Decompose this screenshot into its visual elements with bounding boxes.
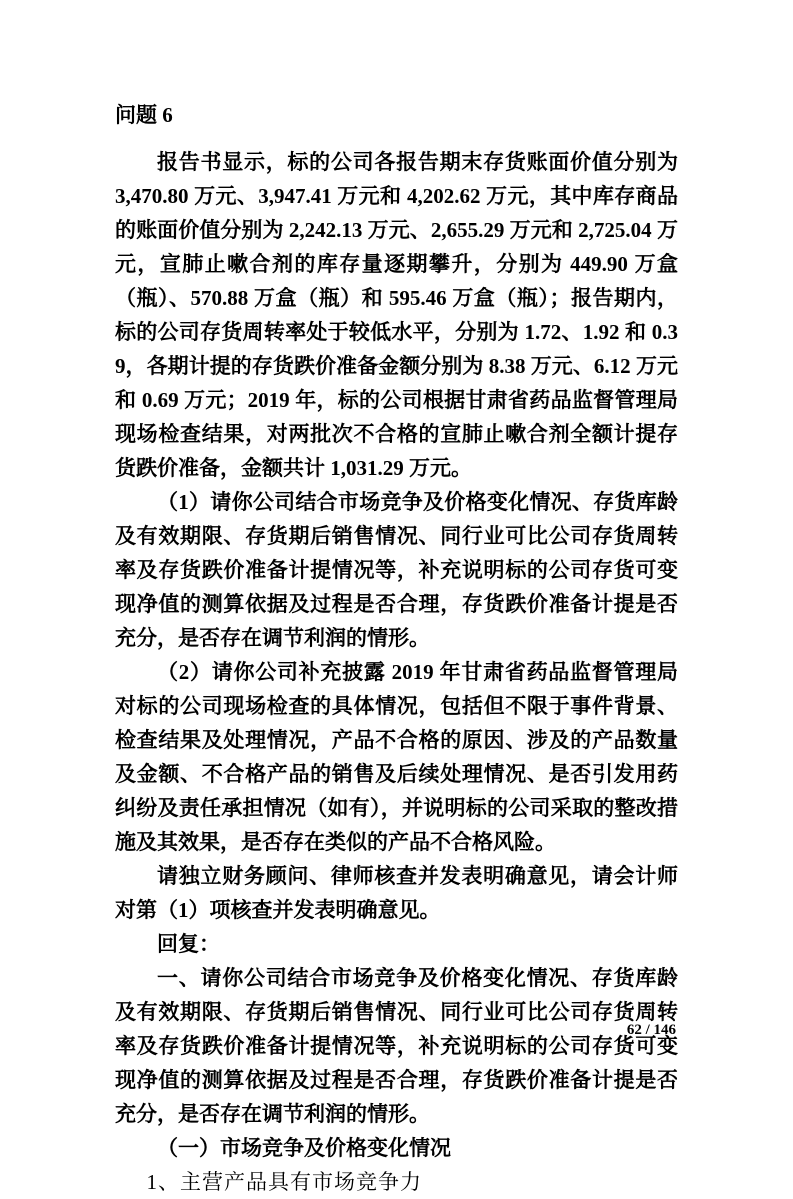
page-content	[115, 102, 678, 1199]
reply-label: 回复：	[157, 932, 220, 956]
section-heading-market-competition: （一）市场竞争及价格变化情况	[157, 1136, 451, 1160]
paragraph-inventory-overview: 报告书显示，标的公司各报告期末存货账面价值分别为 3,470.80 万元、3,947.41 万元和 4,202.62 万元，其中库存商品的账面价值分别为 2,242.13 万元、2,655.29 万元和 2,725.04 万元，宣肺止嗽合剂的库存量逐期攀升，分别为 449.90 万盒（瓶）、570.88 万盒（瓶）和 595.46 万盒（瓶）；报告期内，标的公司存货周转率处于较低水平，分别为 1.72、1.92 和 0.39，各期计提的存货跌价准备金额分别为 8.38 万元、6.12 万元和 0.69 万元；2019 年，标的公司根据甘肃省药品监督管理局现场检查结果，对两批次不合格的宣肺止嗽合剂全额计提存货跌价准备，金额共计 1,031.29 万元。	[115, 150, 678, 480]
paragraph-reply-question-restate: 一、请你公司结合市场竞争及价格变化情况、存货库龄及有效期限、存货期后销售情况、同行业可比公司存货周转率及存货跌价准备计提情况等，补充说明标的公司存货可变现净值的测算依据及过程是否合理，存货跌价准备计提是否充分，是否存在调节利润的情形。	[115, 966, 678, 1126]
paragraph-question-1: （1）请你公司结合市场竞争及价格变化情况、存货库龄及有效期限、存货期后销售情况、同行业可比公司存货周转率及存货跌价准备计提情况等，补充说明标的公司存货可变现净值的测算依据及过程是否合理，存货跌价准备计提是否充分，是否存在调节利润的情形。	[115, 490, 678, 650]
paragraph-verification-request: 请独立财务顾问、律师核查并发表明确意见，请会计师对第（1）项核查并发表明确意见。	[115, 864, 678, 922]
question-heading: 问题 6	[115, 103, 173, 127]
page-number: 62 / 146	[626, 1022, 676, 1038]
subsection-item-main-products: 1、主营产品具有市场竞争力	[146, 1170, 422, 1194]
paragraph-question-2: （2）请你公司补充披露 2019 年甘肃省药品监督管理局对标的公司现场检查的具体情况，包括但不限于事件背景、检查结果及处理情况，产品不合格的原因、涉及的产品数量及金额、不合格产品的销售及后续处理情况、是否引发用药纠纷及责任承担情况（如有），并说明标的公司采取的整改措施及其效果，是否存在类似的产品不合格风险。	[115, 660, 678, 854]
